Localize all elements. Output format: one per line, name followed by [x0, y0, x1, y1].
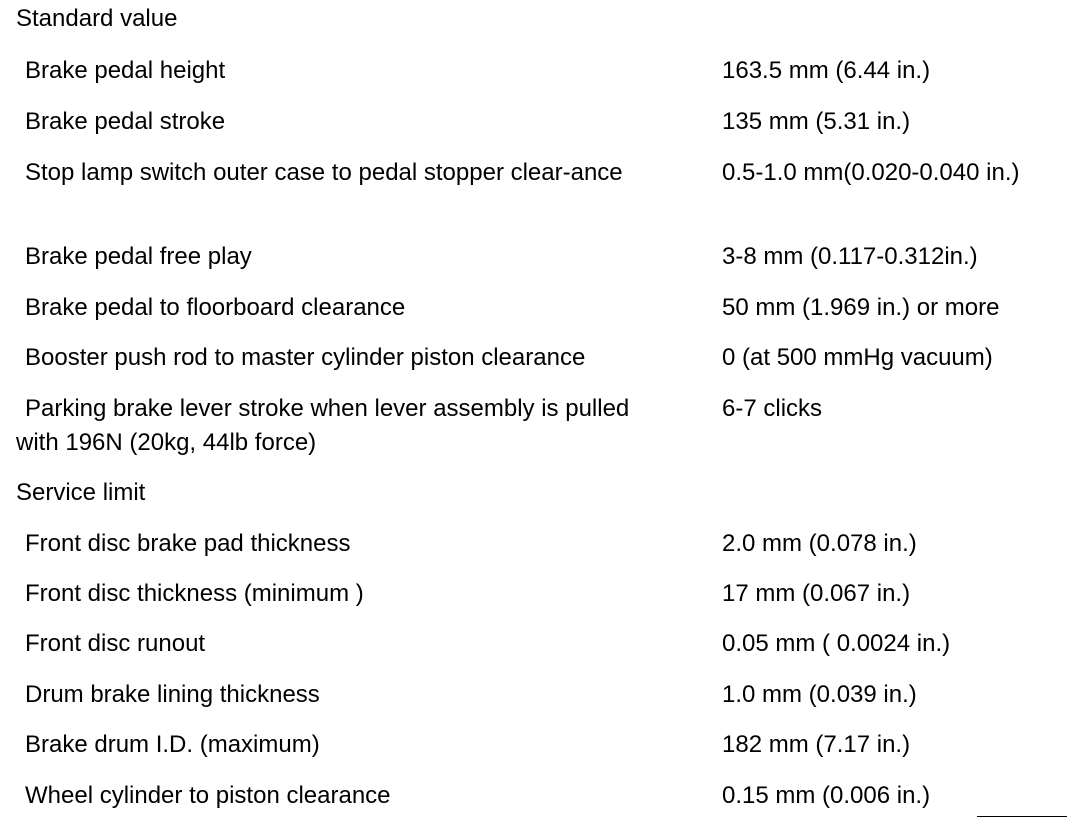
spec-value: 0.05 mm ( 0.0024 in.)	[722, 630, 951, 657]
section-heading-standard-value: Standard value	[16, 5, 178, 32]
spec-value: 6-7 clicks	[722, 395, 823, 422]
spec-label: Brake pedal free play	[25, 243, 252, 270]
spec-value: 50 mm (1.969 in.) or more	[722, 294, 1000, 321]
spec-label: Booster push rod to master cylinder piston clearance	[25, 344, 586, 371]
spec-value: 0.15 mm (0.006 in.)	[722, 782, 931, 809]
spec-value: 135 mm (5.31 in.)	[722, 108, 911, 135]
spec-value: 0.5-1.0 mm(0.020-0.040 in.)	[722, 159, 1020, 186]
spec-label: Front disc brake pad thickness	[25, 530, 351, 557]
spec-label: Stop lamp switch outer case to pedal stopper clear-ance	[25, 159, 623, 186]
spec-value: 1.0 mm (0.039 in.)	[722, 681, 917, 708]
spec-label: Parking brake lever stroke when lever assembly is pulled with 196N (20kg, 44lb force)	[16, 395, 630, 456]
spec-label: Brake pedal to floorboard clearance	[25, 294, 406, 321]
spec-value: 17 mm (0.067 in.)	[722, 580, 911, 607]
spec-value: 182 mm (7.17 in.)	[722, 731, 911, 758]
spec-label: Front disc thickness (minimum )	[25, 580, 364, 607]
spec-label: Brake pedal height	[25, 57, 226, 84]
spec-label: Wheel cylinder to piston clearance	[25, 782, 391, 809]
spec-value: 163.5 mm (6.44 in.)	[722, 57, 931, 84]
spec-value: 3-8 mm (0.117-0.312in.)	[722, 243, 978, 270]
spec-label: Front disc runout	[25, 630, 206, 657]
spec-value: 0 (at 500 mmHg vacuum)	[722, 344, 993, 371]
spec-value: 2.0 mm (0.078 in.)	[722, 530, 917, 557]
spec-label: Brake pedal stroke	[25, 108, 226, 135]
section-heading-service-limit: Service limit	[16, 479, 146, 506]
spec-label: Brake drum I.D. (maximum)	[25, 731, 320, 758]
spec-label: Drum brake lining thickness	[25, 681, 320, 708]
end-rule-divider	[977, 816, 1067, 817]
